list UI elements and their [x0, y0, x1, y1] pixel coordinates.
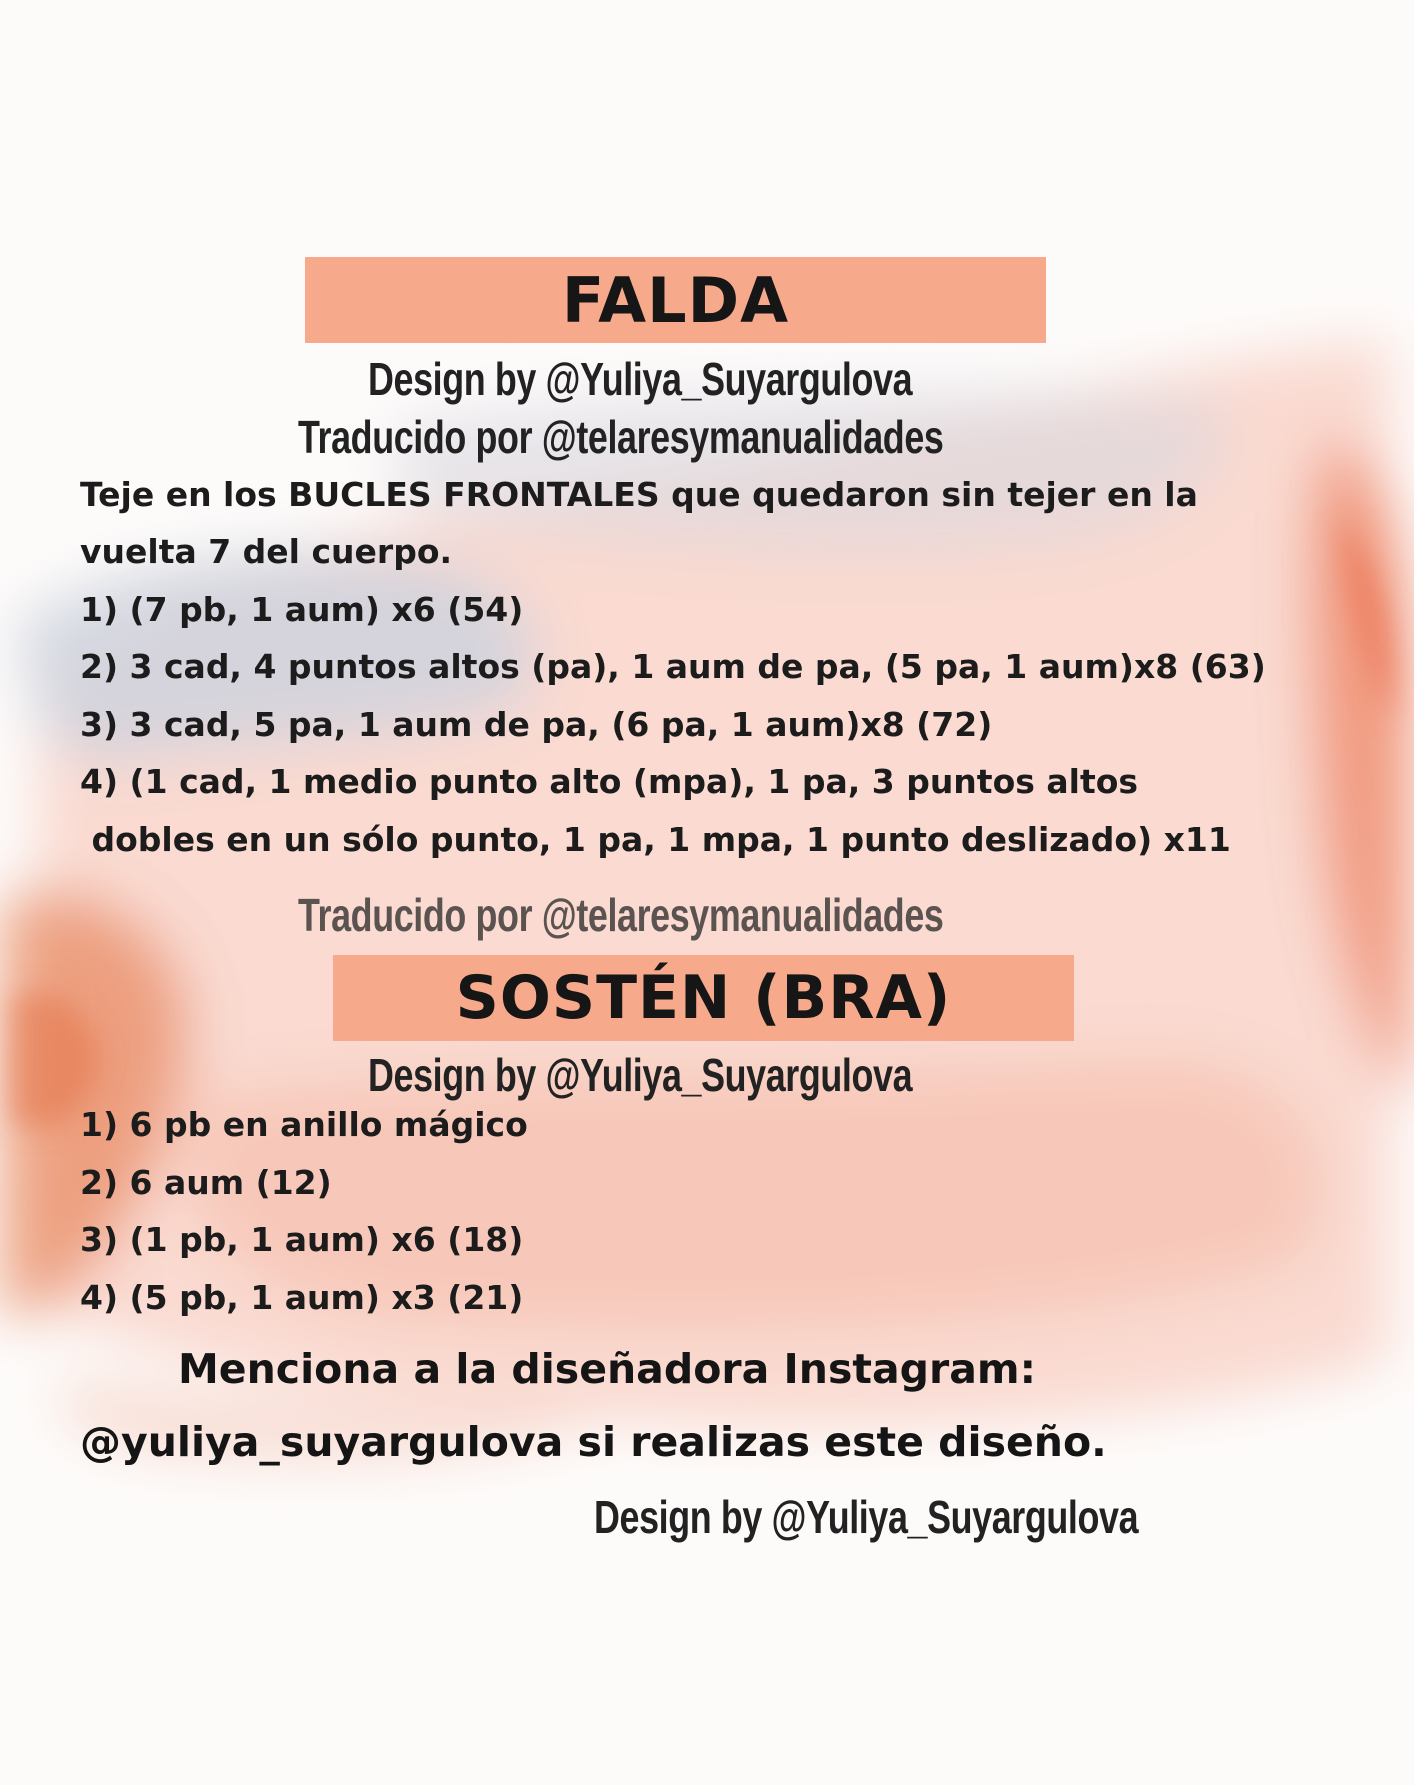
falda-row: 2) 3 cad, 4 puntos altos (pa), 1 aum de pa, (5 pa, 1 aum)x8 (63) [80, 647, 1266, 686]
falda-design-credit: Design by @Yuliya_Suyargulova [368, 353, 913, 405]
falda-title: FALDA [561, 263, 790, 337]
sosten-row: 4) (5 pb, 1 aum) x3 (21) [80, 1278, 524, 1317]
falda-intro-line-1: Teje en los BUCLES FRONTALES que quedaron sin tejer en la [80, 475, 1198, 514]
falda-intro-line-2: vuelta 7 del cuerpo. [80, 532, 453, 571]
falda-row: 4) (1 cad, 1 medio punto alto (mpa), 1 pa, 3 puntos altos [80, 762, 1139, 801]
falda-row: dobles en un sólo punto, 1 pa, 1 mpa, 1 punto deslizado) x11 [80, 820, 1231, 859]
sosten-row: 2) 6 aum (12) [80, 1163, 332, 1202]
closing-mention-line-2: @yuliya_suyargulova si realizas este diseño. [80, 1418, 1107, 1466]
closing-mention-line-1: Menciona a la diseñadora Instagram: [178, 1345, 1036, 1393]
sosten-row: 1) 6 pb en anillo mágico [80, 1105, 528, 1144]
closing-design-credit: Design by @Yuliya_Suyargulova [594, 1491, 1139, 1543]
sosten-row: 3) (1 pb, 1 aum) x6 (18) [80, 1220, 524, 1259]
sosten-design-credit: Design by @Yuliya_Suyargulova [368, 1049, 913, 1101]
falda-row: 1) (7 pb, 1 aum) x6 (54) [80, 590, 524, 629]
sosten-title: SOSTÉN (BRA) [455, 963, 952, 1033]
falda-translation-credit: Traducido por @telaresymanualidades [298, 411, 944, 463]
falda-translation-credit-2: Traducido por @telaresymanualidades [298, 889, 944, 941]
sosten-title-banner [333, 955, 1074, 1041]
falda-row: 3) 3 cad, 5 pa, 1 aum de pa, (6 pa, 1 aum)x8 (72) [80, 705, 993, 744]
falda-title-banner [305, 257, 1046, 343]
